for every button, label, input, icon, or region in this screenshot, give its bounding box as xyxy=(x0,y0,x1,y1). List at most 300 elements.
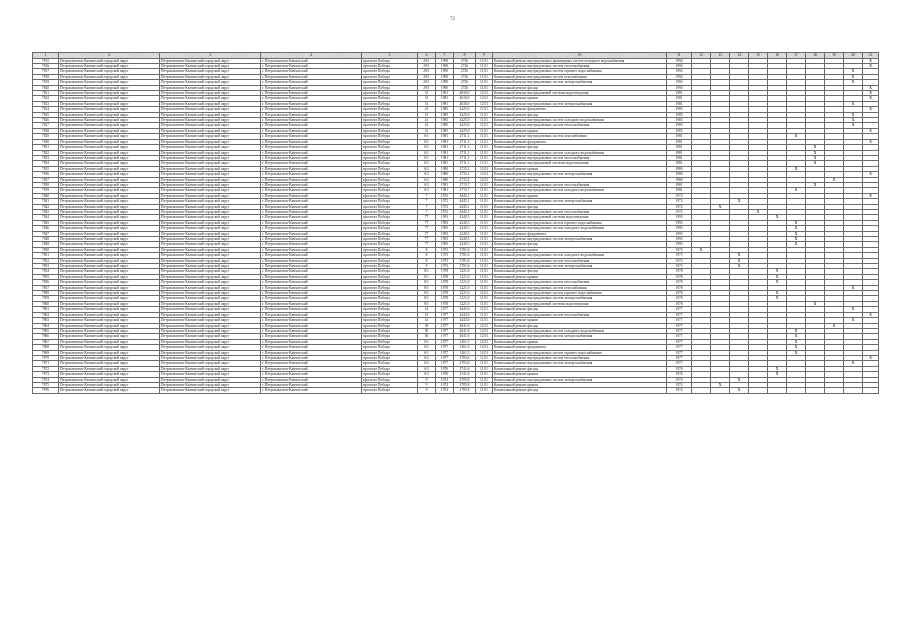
table-cell: 7846 xyxy=(33,226,59,231)
table-cell: Петропавловск-Камчатский городской округ xyxy=(160,80,261,85)
table-cell: X xyxy=(768,274,787,279)
table-cell: Петропавловск-Камчатский городской округ xyxy=(160,285,261,290)
table-cell: г. Петропавловск-Камчатский xyxy=(261,318,362,323)
table-cell: 7868 xyxy=(33,345,59,350)
table-cell: 12.01 xyxy=(476,345,493,350)
table-cell: 1985 xyxy=(436,128,454,133)
table-cell: 12.01 xyxy=(476,96,493,101)
table-cell: Петропавловск-Камчатский городской округ xyxy=(59,193,160,198)
table-cell: г. Петропавловск-Камчатский xyxy=(261,139,362,144)
table-cell: проспект Победы xyxy=(362,188,418,193)
table-cell: 1980 xyxy=(667,166,692,171)
table-cell: Петропавловск-Камчатский городской округ xyxy=(59,301,160,306)
table-cell: 11.01 xyxy=(476,74,493,79)
table-cell: 4425,0 xyxy=(454,107,476,112)
table-cell: Капитальный ремонт внутридомовых систем теплоснабжения xyxy=(493,258,667,263)
table-cell: Петропавловск-Камчатский городской округ xyxy=(59,215,160,220)
table-cell: 4240,5 xyxy=(454,226,476,231)
table-cell: 2726 xyxy=(454,58,476,63)
table-cell: 8/1 xyxy=(418,291,436,296)
table-cell: проспект Победы xyxy=(362,96,418,101)
table-cell: 8/1 xyxy=(418,285,436,290)
table-cell: проспект Победы xyxy=(362,64,418,69)
table-cell: Петропавловск-Камчатский городской округ xyxy=(160,134,261,139)
table-cell: Петропавловск-Камчатский городской округ xyxy=(59,280,160,285)
table-cell: Петропавловск-Камчатский городской округ xyxy=(59,350,160,355)
table-cell: 12.01 xyxy=(476,334,493,339)
table-cell: X xyxy=(844,74,863,79)
table-cell: проспект Победы xyxy=(362,285,418,290)
table-cell: Петропавловск-Камчатский городской округ xyxy=(59,177,160,182)
table-cell: X xyxy=(863,85,879,90)
table-cell: 29/1 xyxy=(418,80,436,85)
table-cell: X xyxy=(863,139,879,144)
table-cell: 7857 xyxy=(33,285,59,290)
table-cell: 4425,0 xyxy=(454,123,476,128)
table-cell: Петропавловск-Камчатский городской округ xyxy=(59,226,160,231)
table-cell: 1985 xyxy=(436,107,454,112)
table-cell: Капитальный ремонт внутридомовых систем теплоснабжения xyxy=(493,209,667,214)
table-cell: 1985 xyxy=(667,107,692,112)
table-cell: проспект Победы xyxy=(362,280,418,285)
table-cell: 11.01 xyxy=(476,69,493,74)
table-cell: 7816 xyxy=(33,64,59,69)
table-cell: 1980 xyxy=(667,177,692,182)
table-cell: 2726 xyxy=(454,85,476,90)
table-cell: 1981 xyxy=(436,96,454,101)
column-header: 3 xyxy=(160,53,261,59)
table-cell: Петропавловск-Камчатский городской округ xyxy=(160,128,261,133)
table-cell: 7833 xyxy=(33,155,59,160)
table-cell: г. Петропавловск-Камчатский xyxy=(261,64,362,69)
table-cell: г. Петропавловск-Камчатский xyxy=(261,247,362,252)
table-cell: 1981 xyxy=(667,188,692,193)
table-cell: Капитальный ремонт фасада xyxy=(493,112,667,117)
table-cell: Петропавловск-Камчатский городской округ xyxy=(59,96,160,101)
table-cell: Петропавловск-Камчатский городской округ xyxy=(59,296,160,301)
table-cell: 11.01 xyxy=(476,242,493,247)
table-cell: 7 xyxy=(418,193,436,198)
table-cell: 1973 xyxy=(436,258,454,263)
table-cell: Капитальный ремонт внутридомовых систем холодного водоснабжения xyxy=(493,118,667,123)
table-cell: 1973 xyxy=(436,253,454,258)
table-cell: проспект Победы xyxy=(362,215,418,220)
table-cell: 12.01 xyxy=(476,177,493,182)
table-cell: 1978 xyxy=(667,269,692,274)
table-cell: Петропавловск-Камчатский городской округ xyxy=(59,237,160,242)
table-cell: г. Петропавловск-Камчатский xyxy=(261,112,362,117)
table-cell: 6/1 xyxy=(418,155,436,160)
table-cell: 3781,6 xyxy=(454,258,476,263)
table-cell: Петропавловск-Камчатский городской округ xyxy=(59,355,160,360)
column-header: 5 xyxy=(362,53,418,59)
table-cell: 8/1 xyxy=(418,274,436,279)
table-cell: 1981 xyxy=(436,161,454,166)
table-cell: 12.01 xyxy=(476,328,493,333)
column-header: 8 xyxy=(454,53,476,59)
table-cell: проспект Победы xyxy=(362,161,418,166)
table-cell: 7 xyxy=(418,209,436,214)
table-cell: 41 xyxy=(418,128,436,133)
table-cell: 1261,5 xyxy=(454,345,476,350)
table-cell: X xyxy=(787,226,806,231)
table-cell: 1978 xyxy=(436,274,454,279)
table-cell: 6/2 xyxy=(418,355,436,360)
table-cell: 6/3 xyxy=(418,366,436,371)
table-cell: 7838 xyxy=(33,182,59,187)
table-cell: 1980 xyxy=(667,172,692,177)
table-cell: Петропавловск-Камчатский городской округ xyxy=(59,155,160,160)
table-cell: 2783,6 xyxy=(454,355,476,360)
table-cell: 1978 xyxy=(667,280,692,285)
table-cell: 1974 xyxy=(667,388,692,393)
table-cell: 6/3 xyxy=(418,182,436,187)
table-cell: г. Петропавловск-Камчатский xyxy=(261,258,362,263)
table-cell: 1978 xyxy=(667,296,692,301)
table-cell: 77 xyxy=(418,242,436,247)
table-cell: проспект Победы xyxy=(362,134,418,139)
table-cell: X xyxy=(787,134,806,139)
table-cell: 1981 xyxy=(667,91,692,96)
table-cell: Петропавловск-Камчатский городской округ xyxy=(59,128,160,133)
table-cell: 11.01 xyxy=(476,318,493,323)
table-cell: 1990 xyxy=(436,58,454,63)
table-cell: 30 xyxy=(418,323,436,328)
table-cell: проспект Победы xyxy=(362,172,418,177)
table-cell: 1981 xyxy=(436,145,454,150)
table-cell: Петропавловск-Камчатский городской округ xyxy=(160,118,261,123)
table-cell: Петропавловск-Камчатский городской округ xyxy=(160,318,261,323)
table-cell: Капитальный ремонт внутридомовых систем газоснабжения xyxy=(493,74,667,79)
column-header: 10 xyxy=(493,53,667,59)
table-cell: г. Петропавловск-Камчатский xyxy=(261,382,362,387)
table-cell: г. Петропавловск-Камчатский xyxy=(261,264,362,269)
table-cell: 1973 xyxy=(667,253,692,258)
table-cell: проспект Победы xyxy=(362,80,418,85)
table-cell: 11.01 xyxy=(476,285,493,290)
table-cell: 11.01 xyxy=(476,253,493,258)
table-cell: Петропавловск-Камчатский городской округ xyxy=(59,247,160,252)
table-cell: 1978 xyxy=(436,269,454,274)
table-cell: проспект Победы xyxy=(362,166,418,171)
table-cell: проспект Победы xyxy=(362,209,418,214)
table-cell: 7876 xyxy=(33,388,59,393)
table-cell: Петропавловск-Камчатский городской округ xyxy=(59,388,160,393)
column-header: 9 xyxy=(476,53,493,59)
table-cell: X xyxy=(787,345,806,350)
table-cell: г. Петропавловск-Камчатский xyxy=(261,145,362,150)
table-cell: 7859 xyxy=(33,296,59,301)
table-cell: проспект Победы xyxy=(362,226,418,231)
table-cell: 1978 xyxy=(436,301,454,306)
table-cell: 31 xyxy=(418,96,436,101)
table-cell: г. Петропавловск-Камчатский xyxy=(261,150,362,155)
table-cell: 41 xyxy=(418,118,436,123)
table-cell: 77 xyxy=(418,220,436,225)
table-cell: Петропавловск-Камчатский городской округ xyxy=(59,172,160,177)
table-cell: проспект Победы xyxy=(362,123,418,128)
table-cell: 2711,1 xyxy=(454,134,476,139)
table-cell: Петропавловск-Камчатский городской округ xyxy=(160,172,261,177)
table-cell: 1977 xyxy=(436,339,454,344)
table-cell: 77 xyxy=(418,231,436,236)
table-cell: проспект Победы xyxy=(362,334,418,339)
table-cell: X xyxy=(806,150,825,155)
table-cell: 7844 xyxy=(33,215,59,220)
table-cell: X xyxy=(806,155,825,160)
table-cell: 7854 xyxy=(33,269,59,274)
table-cell: г. Петропавловск-Камчатский xyxy=(261,242,362,247)
table-cell: 2785,8 xyxy=(454,377,476,382)
table-cell: Петропавловск-Камчатский городской округ xyxy=(59,274,160,279)
table-cell: 11.01 xyxy=(476,280,493,285)
table-cell: 1981 xyxy=(436,134,454,139)
table-cell: Петропавловск-Камчатский городской округ xyxy=(160,101,261,106)
table-cell: г. Петропавловск-Камчатский xyxy=(261,182,362,187)
table-cell: 6/1 xyxy=(418,150,436,155)
table-cell: 1993 xyxy=(667,220,692,225)
table-cell: X xyxy=(844,69,863,74)
table-cell: проспект Победы xyxy=(362,107,418,112)
table-cell: 1985 xyxy=(667,118,692,123)
table-cell: Капитальный ремонт фасада xyxy=(493,177,667,182)
table-cell: 7861 xyxy=(33,307,59,312)
table-cell: X xyxy=(806,145,825,150)
table-cell: X xyxy=(787,237,806,242)
table-cell: 2741,6 xyxy=(454,366,476,371)
table-cell: Петропавловск-Камчатский городской округ xyxy=(160,366,261,371)
table-cell: г. Петропавловск-Камчатский xyxy=(261,307,362,312)
table-cell: 1977 xyxy=(436,350,454,355)
column-header: 7 xyxy=(436,53,454,59)
table-cell: 7867 xyxy=(33,339,59,344)
table-cell: 1993 xyxy=(436,231,454,236)
table-cell: 7826 xyxy=(33,118,59,123)
table-cell: 11.01 xyxy=(476,58,493,63)
table-cell: 6/1 xyxy=(418,339,436,344)
table-cell: Капитальный ремонт фасада xyxy=(493,323,667,328)
table-cell: 1981 xyxy=(436,155,454,160)
table-cell: Петропавловск-Камчатский городской округ xyxy=(160,269,261,274)
table-cell: 7836 xyxy=(33,172,59,177)
table-cell: 2735,2 xyxy=(454,177,476,182)
table-cell: 6/2 xyxy=(418,361,436,366)
table-cell: 1994 xyxy=(667,69,692,74)
table-cell: Петропавловск-Камчатский городской округ xyxy=(59,334,160,339)
table-cell: 1976 xyxy=(436,372,454,377)
table-cell: 12.01 xyxy=(476,172,493,177)
table-cell: 4041,6 xyxy=(454,323,476,328)
table-cell: проспект Победы xyxy=(362,237,418,242)
table-cell: 7842 xyxy=(33,204,59,209)
table-cell xyxy=(806,388,825,393)
table-cell: г. Петропавловск-Камчатский xyxy=(261,355,362,360)
table-cell: проспект Победы xyxy=(362,264,418,269)
table-cell: 11.01 xyxy=(476,258,493,263)
table-cell: 12.01 xyxy=(476,91,493,96)
table-cell: 11.01 xyxy=(476,301,493,306)
table-cell: проспект Победы xyxy=(362,388,418,393)
table-cell: 1977 xyxy=(436,361,454,366)
table-cell: 7848 xyxy=(33,237,59,242)
table-cell: 7 xyxy=(418,204,436,209)
table-cell: 11.01 xyxy=(476,80,493,85)
table-cell: Капитальный ремонт внутридомовой системы водоотведения xyxy=(493,161,667,166)
table-cell: проспект Победы xyxy=(362,101,418,106)
table-cell: 1990 xyxy=(436,85,454,90)
table-cell xyxy=(768,388,787,393)
table-cell: проспект Победы xyxy=(362,361,418,366)
table-cell: 7866 xyxy=(33,334,59,339)
table-cell: 3781,6 xyxy=(454,264,476,269)
table-cell: 1981 xyxy=(436,150,454,155)
table-cell: 1981 xyxy=(667,182,692,187)
table-cell: Петропавловск-Камчатский городской округ xyxy=(160,199,261,204)
table-cell: Петропавловск-Камчатский городской округ xyxy=(160,372,261,377)
table-cell: 1993 xyxy=(436,237,454,242)
table-cell: 1977 xyxy=(436,355,454,360)
table-cell: 1993 xyxy=(436,226,454,231)
table-cell: X xyxy=(768,296,787,301)
table-cell: Капитальный ремонт внутридомовых систем горячего водоснабжения xyxy=(493,220,667,225)
table-cell: 1993 xyxy=(667,226,692,231)
table-cell: 7873 xyxy=(33,372,59,377)
table-cell: X xyxy=(730,199,749,204)
table-cell: Петропавловск-Камчатский городской округ xyxy=(160,307,261,312)
table-cell: Петропавловск-Камчатский городской округ xyxy=(59,285,160,290)
table-cell: 1972 xyxy=(667,199,692,204)
table-cell: 4445,1 xyxy=(454,209,476,214)
table-cell: 9 xyxy=(418,377,436,382)
table-cell: X xyxy=(768,269,787,274)
table-cell: X xyxy=(711,382,730,387)
table-cell: Петропавловск-Камчатский городской округ xyxy=(59,318,160,323)
table-cell: проспект Победы xyxy=(362,258,418,263)
table-cell: г. Петропавловск-Камчатский xyxy=(261,296,362,301)
table-cell: 1993 xyxy=(436,220,454,225)
table-cell: 7829 xyxy=(33,134,59,139)
table-cell: г. Петропавловск-Камчатский xyxy=(261,350,362,355)
table-cell: г. Петропавловск-Камчатский xyxy=(261,215,362,220)
column-header: 12 xyxy=(692,53,711,59)
table-cell: 1977 xyxy=(436,312,454,317)
column-header: 15 xyxy=(749,53,768,59)
table-cell: проспект Победы xyxy=(362,307,418,312)
table-cell: Петропавловск-Камчатский городской округ xyxy=(59,339,160,344)
table-cell: 9 xyxy=(418,388,436,393)
table-cell: 11.01 xyxy=(476,220,493,225)
table-cell: проспект Победы xyxy=(362,58,418,63)
table-cell: 11.01 xyxy=(476,269,493,274)
table-cell: 2711,1 xyxy=(454,161,476,166)
table-cell: 7835 xyxy=(33,166,59,171)
table-cell: проспект Победы xyxy=(362,118,418,123)
table-cell: 6/2 xyxy=(418,172,436,177)
table-cell: X xyxy=(844,123,863,128)
table-cell: X xyxy=(787,220,806,225)
table-cell: 6/1 xyxy=(418,134,436,139)
column-header: 6 xyxy=(418,53,436,59)
table-cell: 1985 xyxy=(667,112,692,117)
table-cell: 11.01 xyxy=(476,150,493,155)
table-cell: 4425,0 xyxy=(454,112,476,117)
table-cell: 1985 xyxy=(436,123,454,128)
table-cell: 12.01 xyxy=(476,166,493,171)
table-cell: г. Петропавловск-Камчатский xyxy=(261,58,362,63)
table-cell: Капитальный ремонт крыши xyxy=(493,166,667,171)
table-cell: Капитальный ремонт внутридомовых систем электроснабжения xyxy=(493,377,667,382)
table-cell: Капитальный ремонт фасада xyxy=(493,307,667,312)
table-cell: Капитальный ремонт внутридомовых систем теплоснабжения xyxy=(493,64,667,69)
table-cell: Петропавловск-Камчатский городской округ xyxy=(160,237,261,242)
table-cell: 1981 xyxy=(667,155,692,160)
table-cell: 11.01 xyxy=(476,107,493,112)
table-cell: 4630,0 xyxy=(454,96,476,101)
table-cell: Петропавловск-Камчатский городской округ xyxy=(59,58,160,63)
table-cell: 1974 xyxy=(667,382,692,387)
table-cell: 1974 xyxy=(667,377,692,382)
table-cell: Петропавловск-Камчатский городской округ xyxy=(160,155,261,160)
table-cell: 7840 xyxy=(33,193,59,198)
table-cell: г. Петропавловск-Камчатский xyxy=(261,107,362,112)
table-cell: 1974 xyxy=(436,388,454,393)
table-cell: 11.01 xyxy=(476,139,493,144)
table-cell: проспект Победы xyxy=(362,242,418,247)
table-cell: 1981 xyxy=(667,134,692,139)
table-cell: 1972 xyxy=(436,209,454,214)
table-cell: 7865 xyxy=(33,328,59,333)
table-cell: проспект Победы xyxy=(362,350,418,355)
table-cell: г. Петропавловск-Камчатский xyxy=(261,177,362,182)
table-cell: Капитальный ремонт внутридомовых систем электроснабжения xyxy=(493,296,667,301)
table-cell: 11.01 xyxy=(476,372,493,377)
table-cell: 1261,5 xyxy=(454,339,476,344)
table-cell: Петропавловск-Камчатский городской округ xyxy=(59,161,160,166)
table-cell: 1990 xyxy=(436,80,454,85)
table-cell: Петропавловск-Камчатский городской округ xyxy=(160,253,261,258)
table-cell: Петропавловск-Камчатский городской округ xyxy=(160,177,261,182)
table-cell: Капитальный ремонт внутридомовых систем горячего водоснабжения xyxy=(493,350,667,355)
table-cell: 7852 xyxy=(33,258,59,263)
table-cell: X xyxy=(730,264,749,269)
table-cell: 7874 xyxy=(33,377,59,382)
table-cell: 1221,0 xyxy=(454,274,476,279)
table-cell: 2726 xyxy=(454,64,476,69)
table-cell: 2726 xyxy=(454,69,476,74)
table-cell: 1977 xyxy=(436,307,454,312)
table-cell: 1981 xyxy=(436,188,454,193)
table-cell: 7834 xyxy=(33,161,59,166)
table-cell: г. Петропавловск-Камчатский xyxy=(261,80,362,85)
table-cell: Петропавловск-Камчатский городской округ xyxy=(59,220,160,225)
table-cell: X xyxy=(806,182,825,187)
table-cell: X xyxy=(768,372,787,377)
table-cell: г. Петропавловск-Камчатский xyxy=(261,85,362,90)
table-cell: 7870 xyxy=(33,355,59,360)
table-cell: X xyxy=(863,128,879,133)
table-cell: Петропавловск-Камчатский городской округ xyxy=(160,182,261,187)
table-cell: г. Петропавловск-Камчатский xyxy=(261,372,362,377)
table-cell: Капитальный ремонт фасада xyxy=(493,145,667,150)
table-cell: Петропавловск-Камчатский городской округ xyxy=(59,312,160,317)
table-cell: 1981 xyxy=(436,91,454,96)
table-cell: Петропавловск-Камчатский городской округ xyxy=(160,328,261,333)
table-cell: 1973 xyxy=(667,264,692,269)
table-row xyxy=(33,388,879,393)
table-cell: Петропавловск-Камчатский городской округ xyxy=(160,193,261,198)
table-cell: 6/3 xyxy=(418,188,436,193)
table-cell: X xyxy=(863,193,879,198)
